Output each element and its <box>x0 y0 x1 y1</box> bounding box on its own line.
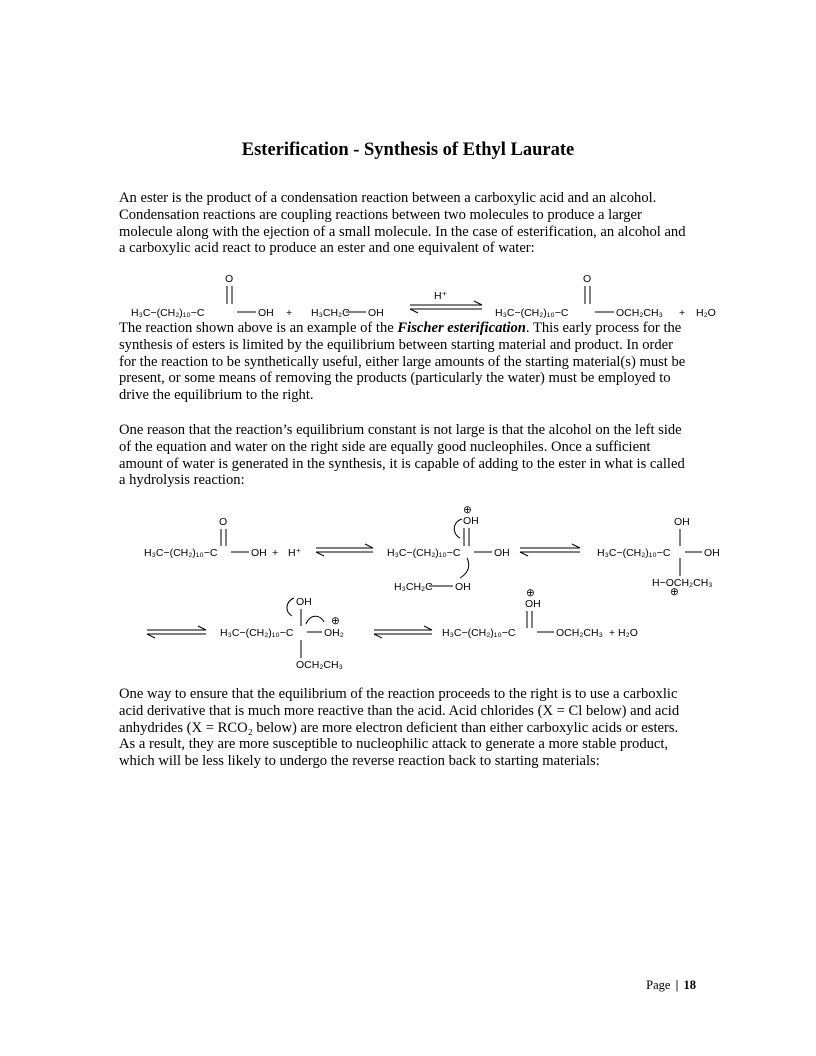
text-line: One reason that the reaction’s equilibrium constant is not large is that the alcohol on the left side <box>119 422 682 438</box>
ester-chain: H₃C−(CH₂)₁₀−C <box>442 627 516 639</box>
arrow-head <box>198 626 206 630</box>
water-leaving-group: OH₂ <box>324 627 344 639</box>
text-line: Condensation reactions are coupling reactions between two molecules to produce a larger <box>119 206 642 223</box>
hydroxyl-label: OH <box>296 596 312 608</box>
text-line: An ester is the product of a condensation reaction between a carboxylic acid and an alcohol. <box>119 190 657 206</box>
intro-paragraph <box>119 190 699 257</box>
mechanism-drawing <box>0 500 816 675</box>
page-number: 18 <box>683 978 696 992</box>
leaving-chain: H₃C−(CH₂)₁₀−C <box>220 627 294 639</box>
hydroxyl-label: OH <box>674 516 690 528</box>
curved-arrow-icon <box>460 558 469 578</box>
arrow-head <box>410 309 418 313</box>
ethanol-label: H₃CH₂C <box>311 307 350 319</box>
text-line: drive the equilibrium to the right. <box>119 387 314 404</box>
positive-charge: ⊕ <box>670 586 679 598</box>
text-line: for the reaction to be synthetically useful, either large amounts of the starting material(s) must be <box>119 353 686 370</box>
arrow-head <box>374 634 382 638</box>
fischer-paragraph <box>119 320 699 404</box>
curved-arrow-icon <box>306 616 324 624</box>
protonated-hydroxyl: OH <box>463 515 479 527</box>
ethanol-hydroxyl: OH <box>455 581 471 593</box>
ethanol-hydroxyl: OH <box>368 307 384 319</box>
text-line: a carboxylic acid react to produce an ester and one equivalent of water: <box>119 240 535 257</box>
text-line: present, or some means of removing the products (particularly the water) must be employed to <box>119 370 671 387</box>
hydrolysis-mechanism-scheme <box>0 500 816 675</box>
text-line: acid derivative that is much more reactive than the acid. Acid chlorides (X = Cl below) and acid <box>119 702 680 719</box>
text-line: As a result, they are more susceptible to nucleophilic attack to generate a more stable product, <box>119 736 669 753</box>
fischer-term: Fischer esterification <box>397 320 526 336</box>
text-line: synthesis of esters is limited by the equilibrium between starting material and product. In order <box>119 336 674 353</box>
carbonyl-oxygen-label: O <box>219 516 228 528</box>
positive-charge: ⊕ <box>526 587 535 599</box>
protonated-ethoxy: H−OCH₂CH₃ <box>652 577 713 589</box>
acid-derivative-paragraph <box>119 686 699 770</box>
curved-arrow-icon <box>287 598 294 616</box>
curved-arrow-icon <box>454 519 462 538</box>
acid-chain: H₃C−(CH₂)₁₀−C <box>144 547 218 559</box>
ester-ethoxy-group: OCH₂CH₃ <box>556 627 603 639</box>
arrow-head <box>365 544 373 548</box>
page-footer <box>646 978 696 993</box>
hydrolysis-paragraph <box>119 422 699 489</box>
intermediate-chain: H₃C−(CH₂)₁₀−C <box>597 547 671 559</box>
text-line: amount of water is generated in the synthesis, it is capable of adding to the ester in what is called <box>119 455 685 472</box>
ethoxy-group: OCH₂CH₃ <box>296 659 343 671</box>
text-line: of the equation and water on the right side are equally good nucleophiles. Once a sufficient <box>119 438 651 455</box>
carbonyl-oxygen-label: O <box>225 273 234 285</box>
positive-charge: ⊕ <box>463 504 472 516</box>
lauric-acid-chain: H₃C−(CH₂)₁₀−C <box>131 307 205 319</box>
protonated-chain: H₃C−(CH₂)₁₀−C <box>387 547 461 559</box>
arrow-head <box>147 634 155 638</box>
hydroxyl-label: OH <box>494 547 510 559</box>
water-label: H₂O <box>696 307 716 319</box>
protonated-carbonyl-oh: OH <box>525 598 541 610</box>
text-run: The reaction shown above is an example of the <box>119 320 398 336</box>
text-run: . This early process for the <box>525 320 682 336</box>
text-line: which will be less likely to undergo the reverse reaction back to starting materials: <box>119 753 600 770</box>
positive-charge: ⊕ <box>331 615 340 627</box>
acid-hydroxyl: OH <box>251 547 267 559</box>
text-line <box>119 320 699 337</box>
fischer-esterification-equation <box>0 268 816 322</box>
ethanol-nucleophile: H₃CH₂C <box>394 581 433 593</box>
plus-sign: + <box>272 547 279 559</box>
water-product: + H₂O <box>609 627 638 639</box>
ester-ethoxy-group: OCH₂CH₃ <box>616 307 663 319</box>
text-line: a hydrolysis reaction: <box>119 472 245 489</box>
acid-catalyst: H⁺ <box>434 290 448 302</box>
page-title: Esterification - Synthesis of Ethyl Laurate <box>241 140 575 160</box>
hydroxyl-label: OH <box>704 547 720 559</box>
arrow-head <box>572 544 580 548</box>
arrow-head <box>316 552 324 556</box>
arrow-head <box>424 626 432 630</box>
text-line: anhydrides (X = RCO₂ below) are more electron deficient than either carboxylic acids or esters. <box>119 719 679 736</box>
page-label: Page <box>646 978 671 992</box>
arrow-head <box>520 552 528 556</box>
ester-chain: H₃C−(CH₂)₁₀−C <box>495 307 569 319</box>
text-line: molecule along with the ejection of a small molecule. In the case of esterification, an alcohol and <box>119 223 686 240</box>
carbonyl-oxygen-label: O <box>583 273 592 285</box>
text-line: One way to ensure that the equilibrium of the reaction proceeds to the right is to use a carboxlic <box>119 686 678 702</box>
plus-sign: + <box>286 307 293 319</box>
equation-1-drawing <box>0 268 816 322</box>
arrow-head <box>474 301 482 305</box>
acid-hydroxyl: OH <box>258 307 274 319</box>
proton-label: H⁺ <box>288 547 302 559</box>
page-separator: | <box>675 978 679 992</box>
plus-sign: + <box>679 307 686 319</box>
